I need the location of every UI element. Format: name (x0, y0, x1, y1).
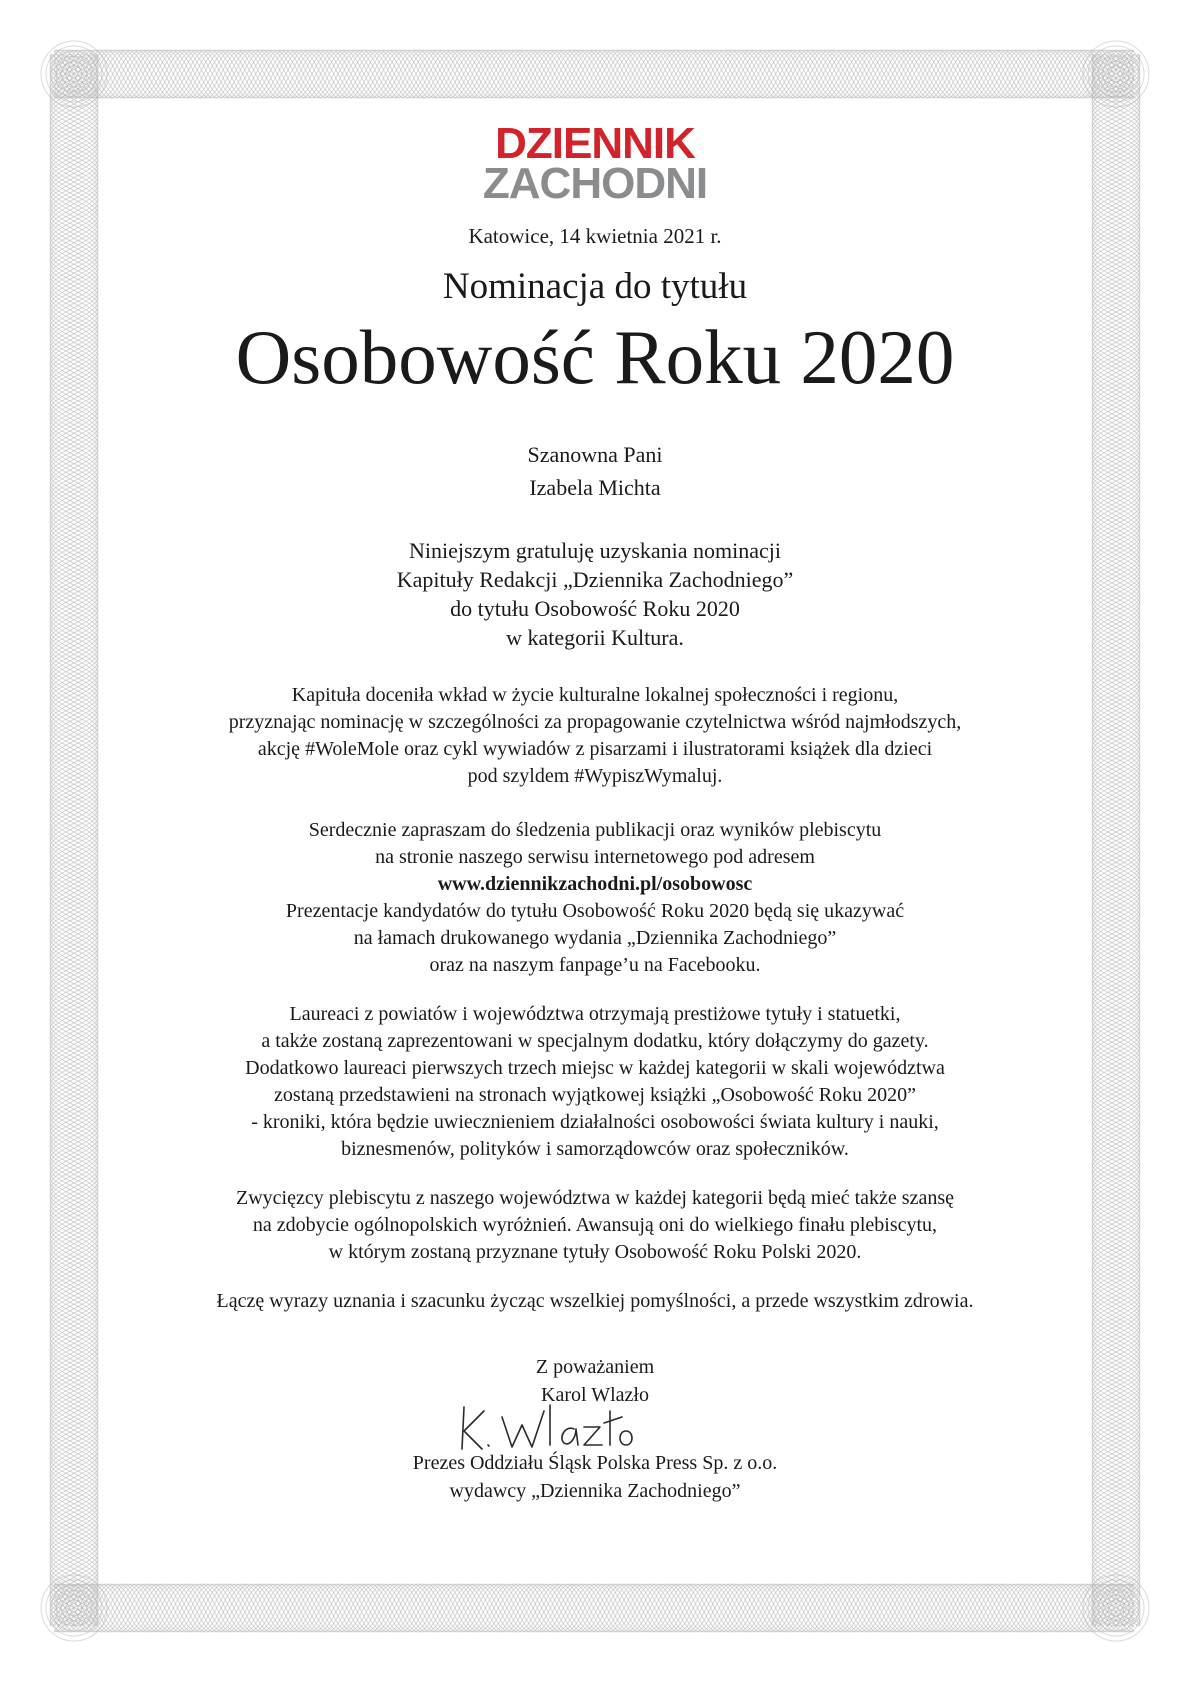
dziennik-zachodni-logo (475, 119, 715, 208)
text-line: w kategorii Kultura. (506, 625, 684, 650)
certificate-content (150, 119, 1040, 1505)
paragraph-winners (150, 1185, 1040, 1266)
text-line: Dodatkowo laureaci pierwszych trzech miejsc w każdej kategorii w skali województwa (245, 1057, 945, 1079)
salutation-line: Szanowna Pani (527, 442, 663, 467)
handwritten-signature (450, 1397, 640, 1457)
salutation (150, 438, 1040, 504)
signatory-name: Karol Wlazło (541, 1384, 649, 1406)
text-line: a także zostaną zaprezentowani w specjalnym dodatku, który dołączymy do gazety. (261, 1030, 929, 1052)
recipient-name: Izabela Michta (529, 475, 661, 500)
paragraph-wishes: Łączę wyrazy uznania i szacunku życząc wszelkiej pomyślności, a przede wszystkim zdrowia. (216, 1290, 974, 1312)
text-line: Laureaci z powiatów i województwa otrzymają prestiżowe tytuły i statuetki, (289, 1003, 901, 1025)
text-line: oraz na naszym fanpage’u na Facebooku. (429, 954, 761, 976)
text-line: przyznając nominację w szczególności za propagowanie czytelnictwa wśród najmłodszych, (228, 711, 962, 733)
paragraph-reasons (150, 682, 1040, 790)
text-line: akcję #WoleMole oraz cykl wywiadów z pisarzami i ilustratorami książek dla dzieci (257, 738, 933, 760)
text-line: - kroniki, która będzie uwiecznieniem działalności osobowości świata kultury i nauki, (251, 1111, 939, 1133)
website-url: www.dziennikzachodni.pl/osobowosc (437, 873, 753, 895)
paragraph-nomination (150, 536, 1040, 652)
text-line: Kapituła doceniła wkład w życie kulturalne lokalnej społeczności i regionu, (291, 684, 899, 706)
closing-block (150, 1353, 1040, 1505)
text-line: Zwycięzcy plebiscytu z naszego województwa w każdej kategorii będą mieć także szansę (235, 1187, 955, 1209)
text-line: Serdecznie zapraszam do śledzenia publikacji oraz wyników plebiscytu (308, 819, 882, 841)
paragraph-laureates (150, 1001, 1040, 1163)
logo-line-1: DZIENNIK (495, 119, 695, 168)
text-line: Niniejszym gratuluję uzyskania nominacji (408, 538, 782, 563)
publisher-line: wydawcy „Dziennika Zachodniego” (449, 1480, 741, 1502)
text-line: biznesmenów, polityków i samorządowców oraz społeczników. (341, 1138, 849, 1160)
award-title: Osobowość Roku 2020 (235, 314, 955, 400)
text-line: na stronie naszego serwisu internetowego pod adresem (375, 846, 815, 868)
logo-line-2: ZACHODNI (482, 159, 708, 208)
subtitle: Nominacja do tytułu (442, 266, 748, 307)
regards-line: Z poważaniem (535, 1356, 655, 1378)
text-line: w którym zostaną przyznane tytuły Osobowość Roku Polski 2020. (328, 1241, 862, 1263)
text-line: do tytułu Osobowość Roku 2020 (450, 596, 740, 621)
place-date: Katowice, 14 kwietnia 2021 r. (468, 224, 722, 248)
text-line: pod szyldem #WypiszWymaluj. (467, 765, 723, 787)
text-line: na zdobycie ogólnopolskich wyróżnień. Awansują oni do wielkiego finału plebiscytu, (252, 1214, 938, 1236)
text-line: zostaną przedstawieni na stronach wyjątkowej książki „Osobowość Roku 2020” (273, 1084, 917, 1106)
text-line: Kapituły Redakcji „Dziennika Zachodniego” (396, 567, 794, 592)
paragraph-invitation (150, 817, 1040, 979)
signatory-role: Prezes Oddziału Śląsk Polska Press Sp. z o.o. (412, 1452, 778, 1474)
text-line: na łamach drukowanego wydania „Dziennika Zachodniego” (353, 927, 837, 949)
text-line: Prezentacje kandydatów do tytułu Osobowość Roku 2020 będą się ukazywać (285, 900, 905, 922)
